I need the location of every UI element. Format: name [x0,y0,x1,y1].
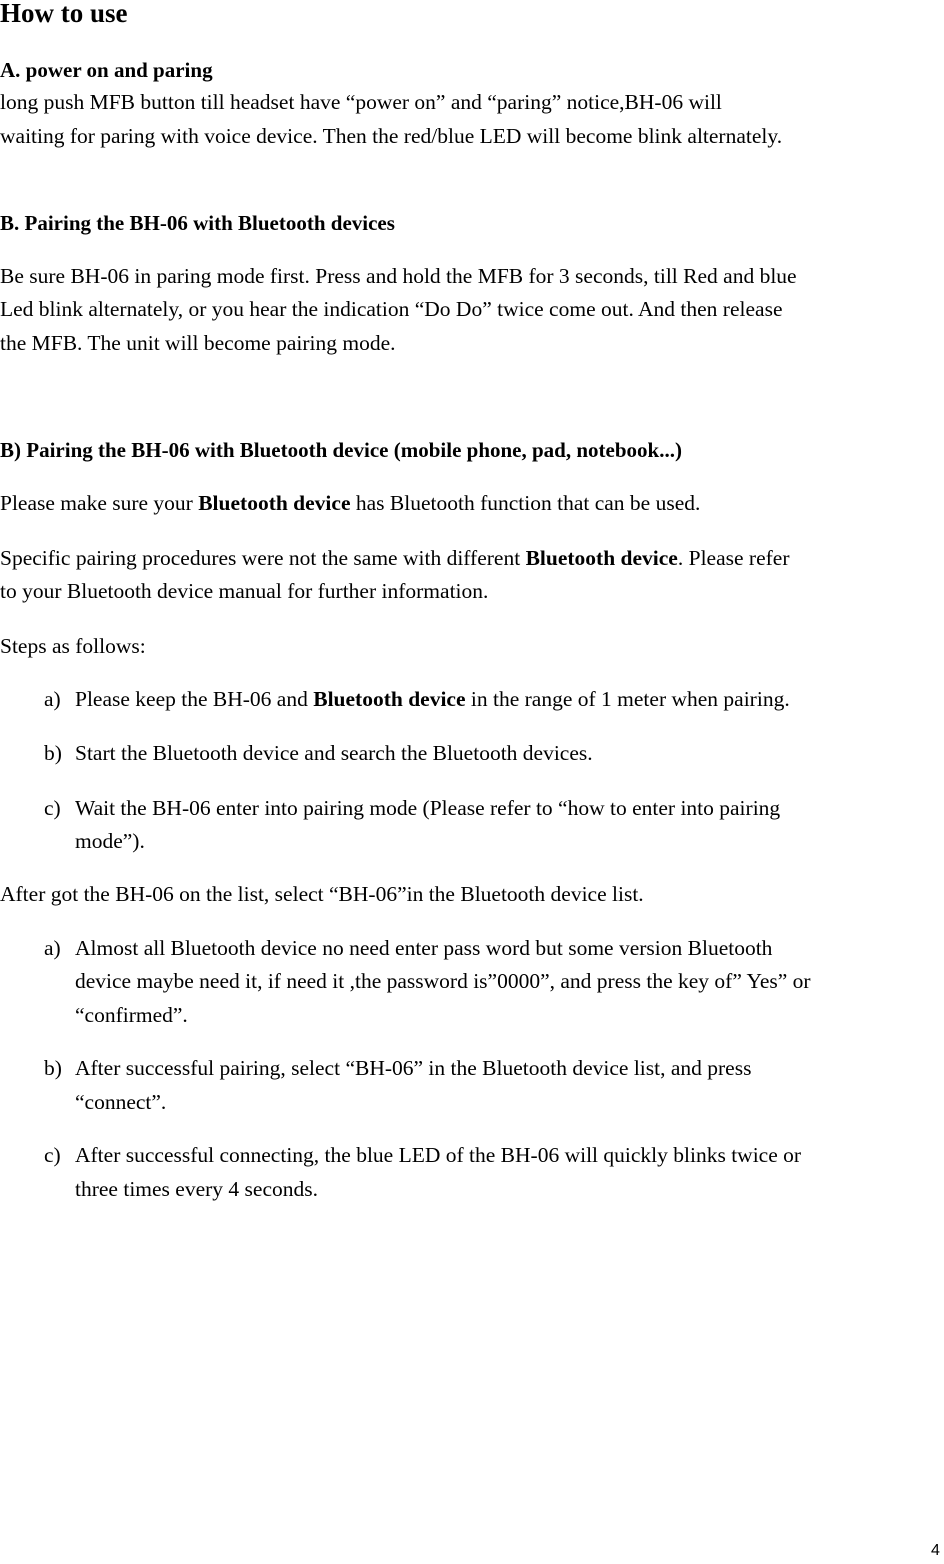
step2-a-line-2: device maybe need it, if need it ,the password is”0000”, and press the key of” Yes” or [75,969,811,993]
step-a-text [75,686,790,712]
specific-prefix: Specific pairing procedures were not the same with different [0,546,526,570]
step2-b-line-2: “connect”. [75,1090,167,1114]
step-a-bold: Bluetooth device [313,687,466,711]
make-sure-paragraph [0,490,700,516]
specific-paragraph-line-2: to your Bluetooth device manual for further information. [0,579,489,603]
step-c-line-1: Wait the BH-06 enter into pairing mode (Please refer to “how to enter into pairing [75,796,781,820]
step-c-line-2: mode”). [75,829,145,853]
make-sure-bold: Bluetooth device [198,491,351,515]
step-b-text: Start the Bluetooth device and search the Bluetooth devices. [75,741,593,765]
section-b1-heading: B. Pairing the BH-06 with Bluetooth devices [0,211,395,235]
section-a-line-2: waiting for paring with voice device. Then the red/blue LED will become blink alternately. [0,124,783,148]
make-sure-prefix: Please make sure your [0,491,199,515]
section-b1-line-1: Be sure BH-06 in paring mode first. Press and hold the MFB for 3 seconds, till Red and blue [0,264,797,288]
section-a-heading: A. power on and paring [0,58,213,82]
step2-c-line-2: three times every 4 seconds. [75,1177,318,1201]
step-c-marker: c) [44,796,61,820]
step-b-marker: b) [44,741,62,765]
step2-a-marker: a) [44,936,61,960]
section-b1-line-3: the MFB. The unit will become pairing mode. [0,331,396,355]
step2-a-line-3: “confirmed”. [75,1003,188,1027]
step-a-prefix: Please keep the BH-06 and [75,687,314,711]
steps-label: Steps as follows: [0,634,146,658]
step2-b-line-1: After successful pairing, select “BH-06” in the Bluetooth device list, and press [75,1056,752,1080]
specific-bold: Bluetooth device [525,546,678,570]
after-got-paragraph: After got the BH-06 on the list, select “BH-06”in the Bluetooth device list. [0,882,644,906]
step2-b-marker: b) [44,1056,62,1080]
page-title: How to use [0,0,128,28]
specific-suffix: . Please refer [677,546,790,570]
step-a-suffix: in the range of 1 meter when pairing. [465,687,790,711]
section-a-line-1: long push MFB button till headset have “power on” and “paring” notice,BH-06 will [0,90,722,114]
step-a-marker: a) [44,687,61,711]
step2-a-line-1: Almost all Bluetooth device no need enter pass word but some version Bluetooth [75,936,773,960]
step2-c-line-1: After successful connecting, the blue LED of the BH-06 will quickly blinks twice or [75,1143,802,1167]
page-number: 4 [931,1542,940,1559]
section-b1-line-2: Led blink alternately, or you hear the indication “Do Do” twice come out. And then release [0,297,783,321]
step2-c-marker: c) [44,1143,61,1167]
section-b2-heading: B) Pairing the BH-06 with Bluetooth device (mobile phone, pad, notebook...) [0,438,682,462]
specific-paragraph-line-1 [0,545,789,571]
make-sure-suffix: has Bluetooth function that can be used. [350,491,701,515]
